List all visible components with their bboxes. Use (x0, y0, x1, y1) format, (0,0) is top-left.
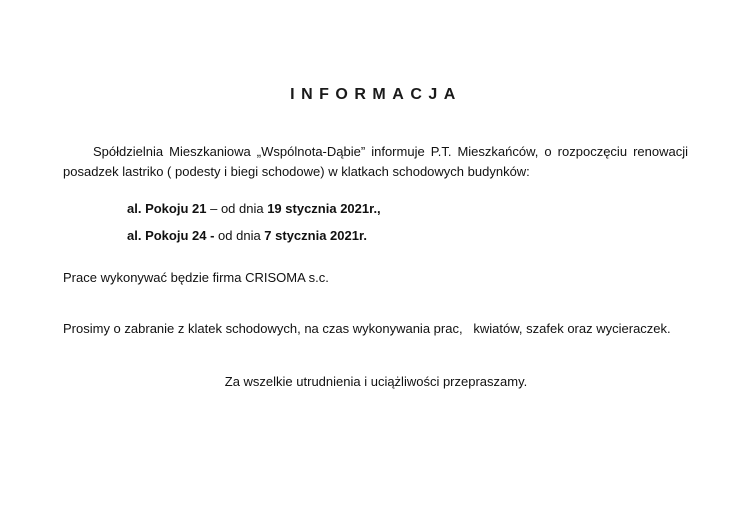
street-line-2 (127, 228, 367, 243)
street-separator: od dnia (214, 228, 265, 243)
document-title: INFORMACJA (290, 86, 462, 103)
closing-paragraph: Za wszelkie utrudnienia i uciążliwości przepraszamy. (224, 374, 528, 389)
contractor-paragraph: Prace wykonywać będzie firma CRISOMA s.c. (63, 270, 329, 285)
street-address: al. Pokoju 24 - (127, 228, 215, 243)
street-date: 7 stycznia 2021r. (264, 228, 367, 243)
request-paragraph: Prosimy o zabranie z klatek schodowych, na czas wykonywania prac, kwiatów, szafek oraz wycieraczek. (63, 321, 671, 336)
street-address: al. Pokoju 21 (127, 201, 207, 216)
street-separator: – od dnia (206, 201, 268, 216)
street-line-1 (127, 201, 381, 216)
intro-paragraph: Spółdzielnia Mieszkaniowa „Wspólnota-Dąbie” informuje P.T. Mieszkańców, o rozpoczęciu renowacji posadzek lastriko ( podesty i biegi schodowe) w klatkach schodowych budynków: (63, 144, 688, 179)
street-date: 19 stycznia 2021r., (267, 201, 381, 216)
